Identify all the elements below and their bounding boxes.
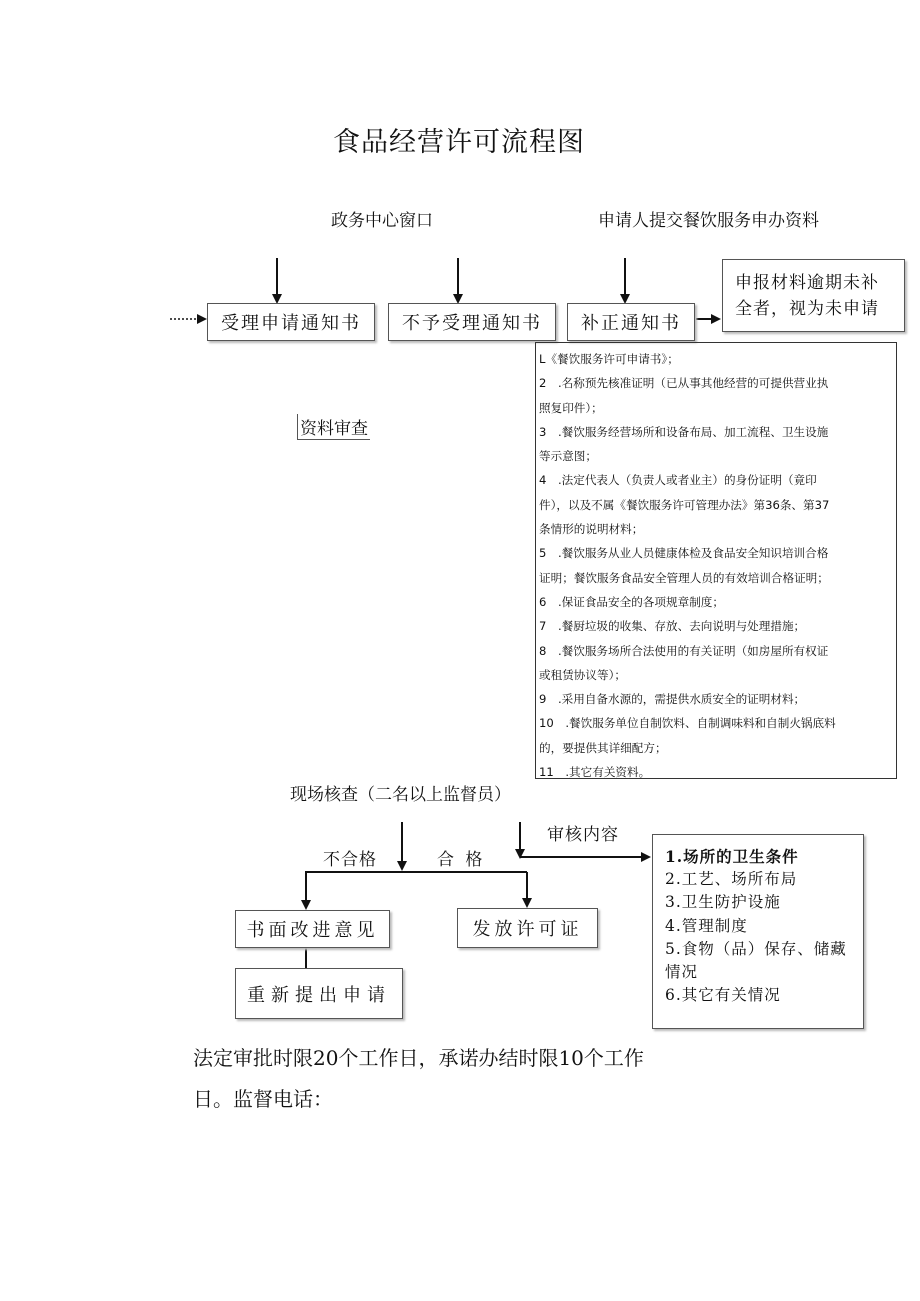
review-content-item: 5.食物（品）保存、储藏	[665, 939, 847, 958]
materials-line: 5 .餐饮服务从业人员健康体检及食品安全知识培训合格	[539, 546, 829, 561]
government-window-label: 政务中心窗口	[331, 211, 433, 231]
materials-line: 3 .餐饮服务经营场所和设备布局、加工流程、卫生设施	[539, 424, 829, 439]
materials-line: 9 .采用自备水源的，需提供水质安全的证明材料；	[539, 692, 806, 707]
materials-line: 证明；餐饮服务食品安全管理人员的有效培训合格证明；	[539, 570, 829, 585]
review-content-item: 3.卫生防护设施	[665, 893, 781, 912]
footer-line-1: 法定审批时限20个工作日，承诺办结时限10个工作	[193, 1046, 644, 1070]
document-review-label: 资料审查	[297, 414, 370, 440]
accept-notice-box: 受理申请通知书	[207, 303, 375, 341]
qualified-label: 合 格	[437, 850, 486, 870]
correction-notice-box: 补正通知书	[567, 303, 695, 341]
review-content-item: 2.工艺、场所布局	[665, 870, 798, 889]
review-content-item: 情况	[665, 963, 699, 982]
written-improvement-box: 书面改进意见	[235, 910, 390, 948]
materials-line: 或租赁协议等）；	[539, 667, 626, 682]
overdue-line-1: 申报材料逾期未补	[735, 272, 879, 293]
materials-line: 照复印件）；	[539, 400, 603, 415]
review-content-box	[652, 834, 864, 1029]
materials-line: 4 .法定代表人（负责人或者业主）的身份证明（竟印	[539, 473, 817, 488]
review-content-item: 1.场所的卫生条件	[665, 847, 799, 866]
overdue-line-2: 全者，视为未申请	[735, 298, 879, 319]
issue-license-box: 发放许可证	[457, 908, 598, 948]
unqualified-label: 不合格	[323, 850, 377, 870]
review-content-item: 6.其它有关情况	[665, 986, 781, 1005]
reapply-box: 重新提出申请	[235, 968, 403, 1019]
materials-line: 件），以及不属《餐饮服务许可管理办法》第36条、第37	[539, 497, 830, 512]
site-inspection-label: 现场核查（二名以上监督员）	[290, 785, 511, 805]
materials-list	[535, 342, 897, 779]
materials-line: 10 .餐饮服务单位自制饮料、自制调味料和自制火锅底料	[539, 716, 836, 731]
branch-line	[306, 872, 527, 906]
materials-line: 7 .餐厨垃圾的收集、存放、去向说明与处理措施；	[539, 619, 806, 634]
overdue-notice-box	[722, 259, 905, 332]
applicant-submit-label: 申请人提交餐饮服务申办资料	[598, 211, 819, 231]
page-title: 食品经营许可流程图	[333, 127, 585, 158]
footer-line-2: 日。监督电话：	[193, 1087, 333, 1111]
materials-line: 2 .名称预先核准证明（已从事其他经营的可提供营业执	[539, 376, 829, 391]
materials-line: L《餐饮服务许可申请书》；	[539, 352, 679, 366]
reject-notice-box: 不予受理通知书	[388, 303, 556, 341]
review-content-item: 4.管理制度	[665, 916, 748, 935]
materials-line: 的，要提供其详细配方；	[539, 740, 667, 755]
materials-line: 6 .保证食品安全的各项规章制度；	[539, 594, 724, 609]
materials-line: 11 .其它有关资料。	[539, 765, 651, 780]
footer-note	[193, 1038, 713, 1120]
materials-line: 8 .餐饮服务场所合法使用的有关证明（如房屋所有权证	[539, 643, 829, 658]
materials-line: 条情形的说明材料；	[539, 522, 644, 537]
review-content-label: 审核内容	[547, 825, 619, 845]
materials-line: 等示意图；	[539, 449, 597, 464]
